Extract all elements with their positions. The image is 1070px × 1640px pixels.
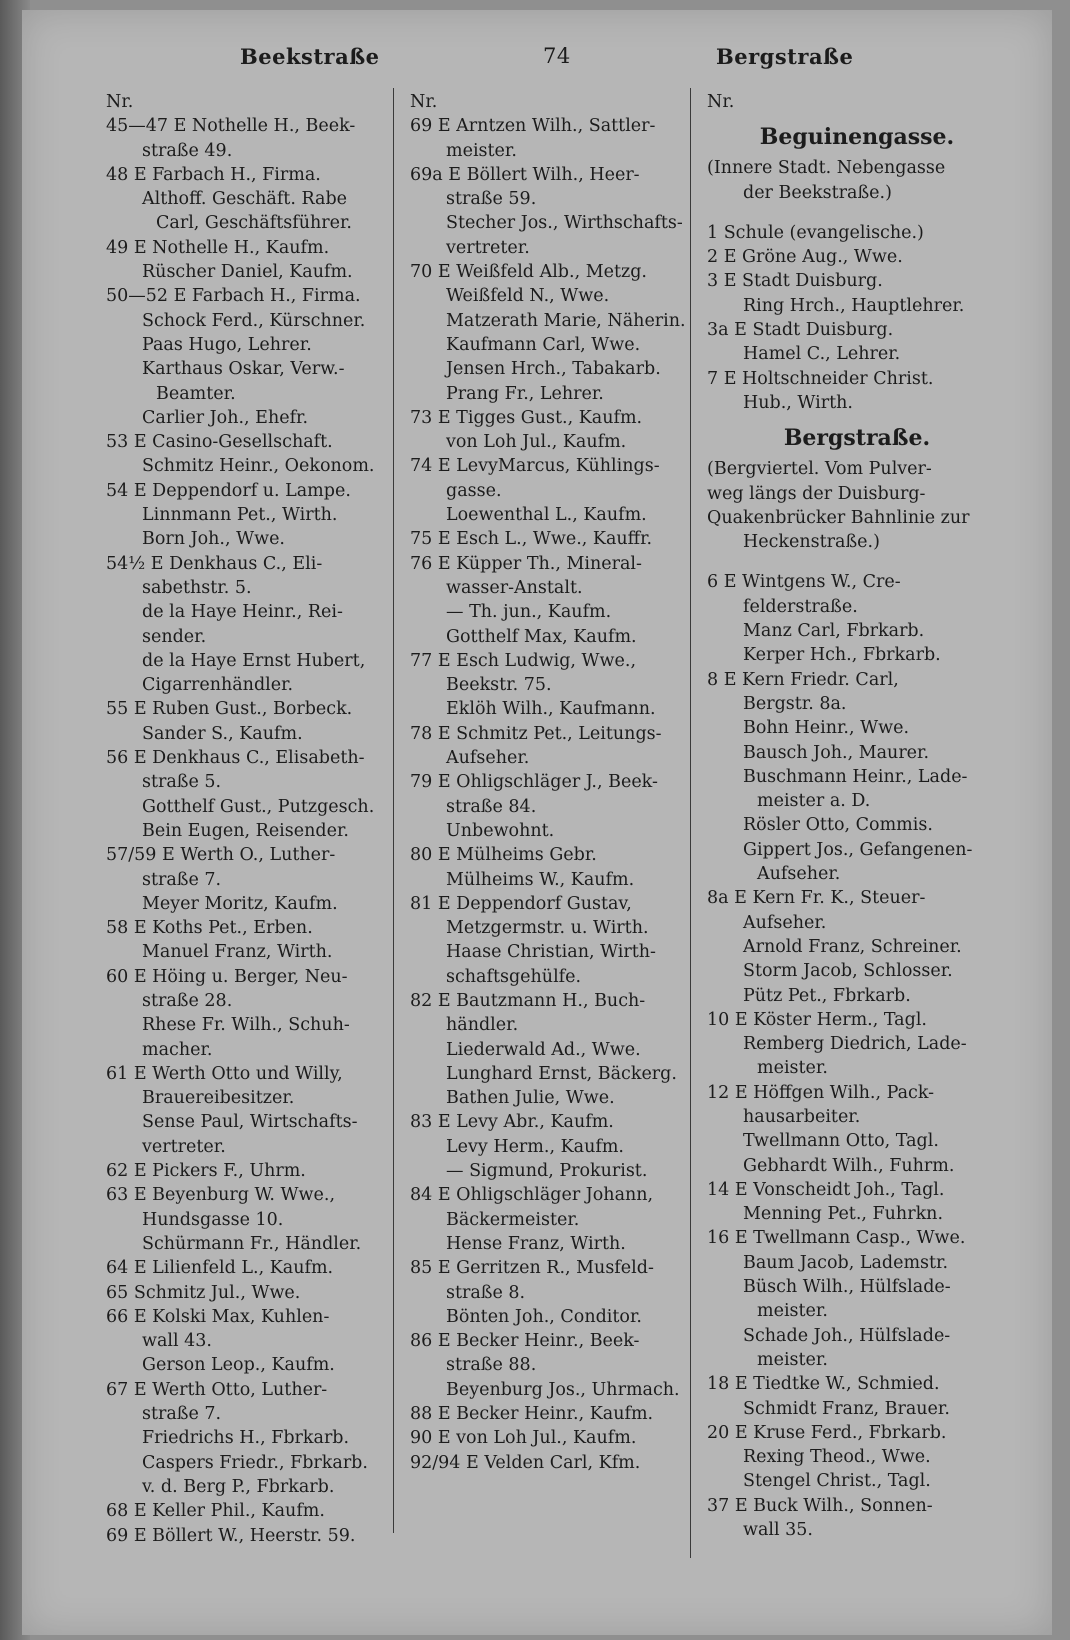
directory-entry-line: meister. bbox=[446, 140, 517, 161]
running-head-left: Beekstraße bbox=[240, 44, 380, 69]
directory-entry-line: Unbewohnt. bbox=[446, 820, 555, 841]
column-beekstrasse-right bbox=[410, 90, 700, 1475]
street-heading: Beguinengasse. bbox=[759, 124, 955, 151]
directory-entry-line: Hense Franz, Wirth. bbox=[446, 1233, 626, 1254]
directory-entry-line: Bäckermeister. bbox=[446, 1209, 580, 1230]
directory-entry-line: Rhese Fr. Wilh., Schuh- bbox=[142, 1015, 350, 1036]
directory-entry-line: 54½ E Denkhaus C., Eli- bbox=[106, 553, 323, 574]
directory-entry-line: Hamel C., Lehrer. bbox=[743, 344, 901, 365]
directory-entry-line: Metzgermstr. u. Wirth. bbox=[446, 918, 649, 939]
directory-entry-line: 60 E Höing u. Berger, Neu- bbox=[106, 966, 348, 987]
directory-entry-line: felderstraße. bbox=[743, 596, 858, 617]
directory-entry-line: straße 7. bbox=[142, 1404, 222, 1425]
directory-entry-line: weg längs der Duisburg- bbox=[707, 483, 926, 504]
directory-entry-line: straße 8. bbox=[446, 1282, 526, 1303]
page-number: 74 bbox=[543, 44, 571, 68]
directory-entry-line: Gotthelf Max, Kaufm. bbox=[446, 626, 637, 647]
directory-entry-line: schaftsgehülfe. bbox=[446, 966, 582, 987]
directory-entry-line: Gebhardt Wilh., Fuhrm. bbox=[743, 1155, 955, 1176]
directory-entry-line: 92/94 E Velden Carl, Kfm. bbox=[410, 1452, 641, 1473]
directory-entry-line: 10 E Köster Herm., Tagl. bbox=[707, 1009, 927, 1030]
directory-entry-line: Bausch Joh., Maurer. bbox=[743, 742, 930, 763]
directory-entry-line: 12 E Höffgen Wilh., Pack- bbox=[707, 1082, 935, 1103]
directory-entry-line: Manuel Franz, Wirth. bbox=[142, 942, 333, 963]
directory-entry-line: Büsch Wilh., Hülfslade- bbox=[743, 1277, 951, 1298]
directory-entry-line: 79 E Ohligschläger J., Beek- bbox=[410, 772, 658, 793]
directory-entry-line: Rösler Otto, Commis. bbox=[743, 815, 933, 836]
running-head-right: Bergstraße bbox=[716, 44, 854, 69]
directory-entry-line: (Bergviertel. Vom Pulver- bbox=[707, 459, 932, 480]
directory-entry-line: Heckenstraße.) bbox=[743, 532, 880, 553]
spacer bbox=[707, 554, 1007, 570]
directory-entry-line: 14 E Vonscheidt Joh., Tagl. bbox=[707, 1179, 945, 1200]
directory-entry-line: Rexing Theod., Wwe. bbox=[743, 1447, 931, 1468]
directory-entry-line: Beekstr. 75. bbox=[446, 675, 552, 696]
directory-entry-line: Weißfeld N., Wwe. bbox=[446, 286, 610, 307]
directory-entry-line: (Innere Stadt. Nebengasse bbox=[707, 158, 946, 179]
directory-entry-line: — Th. jun., Kaufm. bbox=[446, 602, 612, 623]
directory-entry-line: Haase Christian, Wirth- bbox=[446, 942, 656, 963]
directory-entry-line: Bönten Joh., Conditor. bbox=[446, 1306, 642, 1327]
directory-entry-line: wasser-Anstalt. bbox=[446, 577, 583, 598]
column-beguinengasse-bergstrasse bbox=[707, 90, 1007, 1542]
directory-entry-line: 74 E LevyMarcus, Kühlings- bbox=[410, 456, 660, 477]
directory-entry-line: 76 E Küpper Th., Mineral- bbox=[410, 553, 642, 574]
column-rule bbox=[393, 88, 394, 1533]
directory-entry-line: meister. bbox=[757, 1349, 828, 1370]
directory-entry-line: 56 E Denkhaus C., Elisabeth- bbox=[106, 748, 365, 769]
directory-entry-line: 77 E Esch Ludwig, Wwe., bbox=[410, 650, 637, 671]
directory-entry-line: Carl, Geschäftsführer. bbox=[156, 213, 352, 234]
directory-entry-line: straße 59. bbox=[446, 189, 537, 210]
directory-entry-line: 90 E von Loh Jul., Kaufm. bbox=[410, 1428, 637, 1449]
directory-entry-line: Lunghard Ernst, Bäckerg. bbox=[446, 1063, 677, 1084]
directory-entry-line: Mülheims W., Kaufm. bbox=[446, 869, 635, 890]
directory-entry-line: Remberg Diedrich, Lade- bbox=[743, 1034, 967, 1055]
directory-entry-line: Hub., Wirth. bbox=[743, 392, 853, 413]
directory-entry-line: Karthaus Oskar, Verw.- bbox=[142, 359, 345, 380]
directory-entry-line: 61 E Werth Otto und Willy, bbox=[106, 1063, 343, 1084]
spacer bbox=[707, 205, 1007, 221]
directory-entry-line: Aufseher. bbox=[446, 748, 530, 769]
directory-entry-line: 50—52 E Farbach H., Firma. bbox=[106, 286, 361, 307]
directory-entry-line: Kaufmann Carl, Wwe. bbox=[446, 334, 641, 355]
directory-entry-line: Schürmann Fr., Händler. bbox=[142, 1233, 362, 1254]
directory-entry-line: Baum Jacob, Lademstr. bbox=[743, 1252, 949, 1273]
directory-entry-line: Menning Pet., Fuhrkn. bbox=[743, 1204, 944, 1225]
directory-entry-line: hausarbeiter. bbox=[743, 1106, 861, 1127]
directory-entry-line: Jensen Hrch., Tabakarb. bbox=[446, 359, 661, 380]
directory-entry-line: Rüscher Daniel, Kaufm. bbox=[142, 262, 353, 283]
directory-entry-line: Gippert Jos., Gefangenen- bbox=[743, 839, 973, 860]
directory-entry-line: 69 E Arntzen Wilh., Sattler- bbox=[410, 116, 656, 137]
directory-entry-line: Althoff. Geschäft. Rabe bbox=[142, 189, 348, 210]
directory-entry-line: straße 84. bbox=[446, 796, 537, 817]
directory-entry-line: straße 49. bbox=[142, 140, 233, 161]
directory-entry-line: 55 E Ruben Gust., Borbeck. bbox=[106, 699, 353, 720]
directory-entry-line: 84 E Ohligschläger Johann, bbox=[410, 1185, 654, 1206]
directory-entry-line: meister. bbox=[757, 1058, 828, 1079]
directory-entry-line: straße 88. bbox=[446, 1355, 537, 1376]
column-header-nr: Nr. bbox=[106, 92, 134, 112]
directory-entry-line: wall 43. bbox=[142, 1331, 212, 1352]
directory-entry-line: der Beekstraße.) bbox=[743, 182, 892, 203]
directory-entry-line: Gotthelf Gust., Putzgesch. bbox=[142, 796, 375, 817]
directory-entry-line: 58 E Koths Pet., Erben. bbox=[106, 918, 313, 939]
directory-entry-line: 20 E Kruse Ferd., Fbrkarb. bbox=[707, 1422, 947, 1443]
directory-entry-line: Storm Jacob, Schlosser. bbox=[743, 961, 953, 982]
directory-entry-line: straße 28. bbox=[142, 990, 233, 1011]
directory-entry-line: Kerper Hch., Fbrkarb. bbox=[743, 645, 941, 666]
directory-entry-line: 64 E Lilienfeld L., Kaufm. bbox=[106, 1258, 334, 1279]
directory-entry-line: Bohn Heinr., Wwe. bbox=[743, 718, 910, 739]
directory-entry-line: 2 E Gröne Aug., Wwe. bbox=[707, 247, 903, 268]
directory-entry-line: Bergstr. 8a. bbox=[743, 693, 847, 714]
directory-entry-line: wall 35. bbox=[743, 1520, 813, 1541]
street-heading: Bergstraße. bbox=[783, 425, 931, 452]
directory-entry-line: Levy Herm., Kaufm. bbox=[446, 1136, 624, 1157]
directory-entry-line: meister. bbox=[757, 1301, 828, 1322]
directory-entry-line: macher. bbox=[142, 1039, 213, 1060]
directory-entry-line: Sander S., Kaufm. bbox=[142, 723, 303, 744]
directory-entry-line: 63 E Beyenburg W. Wwe., bbox=[106, 1185, 336, 1206]
directory-entry-line: Aufseher. bbox=[757, 864, 841, 885]
directory-entry-line: de la Haye Ernst Hubert, bbox=[142, 650, 366, 671]
directory-entry-line: 57/59 E Werth O., Luther- bbox=[106, 845, 336, 866]
directory-entry-line: Cigarrenhändler. bbox=[142, 675, 294, 696]
directory-entry-line: 18 E Tiedtke W., Schmied. bbox=[707, 1374, 940, 1395]
directory-entry-line: Stecher Jos., Wirthschafts- bbox=[446, 213, 683, 234]
directory-entry-line: Schmidt Franz, Brauer. bbox=[743, 1398, 950, 1419]
directory-entry-line: 16 E Twellmann Casp., Wwe. bbox=[707, 1228, 966, 1249]
directory-entry-line: Born Joh., Wwe. bbox=[142, 529, 285, 550]
directory-entry-line: Aufseher. bbox=[743, 912, 827, 933]
directory-entry-line: Gerson Leop., Kaufm. bbox=[142, 1355, 335, 1376]
directory-entry-line: 85 E Gerritzen R., Musfeld- bbox=[410, 1258, 654, 1279]
directory-entry-line: gasse. bbox=[446, 480, 502, 501]
directory-entry-line: 82 E Bautzmann H., Buch- bbox=[410, 990, 646, 1011]
directory-entry-line: Ring Hrch., Hauptlehrer. bbox=[743, 295, 965, 316]
directory-entry-line: — Sigmund, Prokurist. bbox=[446, 1161, 648, 1182]
directory-entry-line: Friedrichs H., Fbrkarb. bbox=[142, 1428, 350, 1449]
directory-entry-line: Eklöh Wilh., Kaufmann. bbox=[446, 699, 656, 720]
directory-entry-line: Beyenburg Jos., Uhrmach. bbox=[446, 1379, 680, 1400]
directory-entry-line: 53 E Casino-Gesellschaft. bbox=[106, 432, 333, 453]
directory-entry-line: straße 7. bbox=[142, 869, 222, 890]
directory-entry-line: 54 E Deppendorf u. Lampe. bbox=[106, 480, 351, 501]
directory-entry-line: Manz Carl, Fbrkarb. bbox=[743, 621, 925, 642]
directory-entry-line: 80 E Mülheims Gebr. bbox=[410, 845, 597, 866]
directory-entry-line: 86 E Becker Heinr., Beek- bbox=[410, 1331, 640, 1352]
directory-entry-line: Paas Hugo, Lehrer. bbox=[142, 334, 312, 355]
directory-entry-line: 81 E Deppendorf Gustav, bbox=[410, 893, 632, 914]
directory-entry-line: 7 E Holtschneider Christ. bbox=[707, 368, 934, 389]
directory-entry-line: 62 E Pickers F., Uhrm. bbox=[106, 1161, 306, 1182]
directory-entry-line: Loewenthal L., Kaufm. bbox=[446, 505, 647, 526]
directory-entry-line: Liederwald Ad., Wwe. bbox=[446, 1039, 641, 1060]
directory-entry-line: 8 E Kern Friedr. Carl, bbox=[707, 669, 899, 690]
directory-entry-line: Arnold Franz, Schreiner. bbox=[743, 936, 962, 957]
directory-entry-line: Stengel Christ., Tagl. bbox=[743, 1471, 931, 1492]
directory-entry-line: 3 E Stadt Duisburg. bbox=[707, 271, 883, 292]
directory-entry-line: 69a E Böllert Wilh., Heer- bbox=[410, 164, 640, 185]
directory-entry-line: Buschmann Heinr., Lade- bbox=[743, 766, 968, 787]
directory-entry-line: 45—47 E Nothelle H., Beek- bbox=[106, 116, 356, 137]
directory-entry-line: 75 E Esch L., Wwe., Kauffr. bbox=[410, 529, 653, 550]
column-header-nr: Nr. bbox=[410, 92, 438, 112]
directory-entry-line: 69 E Böllert W., Heerstr. 59. bbox=[106, 1525, 356, 1546]
directory-entry-line: 6 E Wintgens W., Cre- bbox=[707, 572, 901, 593]
directory-entry-line: Schmitz Heinr., Oekonom. bbox=[142, 456, 375, 477]
directory-entry-line: Prang Fr., Lehrer. bbox=[446, 383, 604, 404]
directory-entry-line: Carlier Joh., Ehefr. bbox=[142, 407, 309, 428]
directory-entry-line: sabethstr. 5. bbox=[142, 577, 252, 598]
directory-entry-line: 66 E Kolski Max, Kuhlen- bbox=[106, 1306, 330, 1327]
directory-entry-line: meister a. D. bbox=[757, 791, 871, 812]
directory-entry-line: 65 Schmitz Jul., Wwe. bbox=[106, 1282, 301, 1303]
directory-entry-line: Bathen Julie, Wwe. bbox=[446, 1088, 615, 1109]
column-header-nr: Nr. bbox=[707, 92, 735, 112]
directory-entry-line: 88 E Becker Heinr., Kaufm. bbox=[410, 1404, 654, 1425]
directory-entry-line: 73 E Tigges Gust., Kaufm. bbox=[410, 407, 643, 428]
directory-entry-line: 3a E Stadt Duisburg. bbox=[707, 320, 894, 341]
directory-entry-line: händler. bbox=[446, 1015, 519, 1036]
directory-entry-line: Caspers Friedr., Fbrkarb. bbox=[142, 1452, 368, 1473]
directory-entry-line: sender. bbox=[142, 626, 207, 647]
column-rule bbox=[690, 88, 691, 1558]
directory-entry-line: 70 E Weißfeld Alb., Metzg. bbox=[410, 262, 647, 283]
directory-entry-line: Pütz Pet., Fbrkarb. bbox=[743, 985, 911, 1006]
directory-entry-line: 37 E Buck Wilh., Sonnen- bbox=[707, 1495, 933, 1516]
directory-entry-line: Linnmann Pet., Wirth. bbox=[142, 505, 338, 526]
directory-entry-line: Meyer Moritz, Kaufm. bbox=[142, 893, 338, 914]
directory-entry-line: 68 E Keller Phil., Kaufm. bbox=[106, 1501, 325, 1522]
directory-entry-line: Matzerath Marie, Näherin. bbox=[446, 310, 686, 331]
directory-entry-line: 49 E Nothelle H., Kaufm. bbox=[106, 237, 330, 258]
directory-entry-line: Bein Eugen, Reisender. bbox=[142, 820, 349, 841]
column-beekstrasse-left bbox=[106, 90, 396, 1548]
directory-entry-line: vertreter. bbox=[446, 237, 530, 258]
directory-entry-line: Beamter. bbox=[156, 383, 236, 404]
directory-entry-line: 83 E Levy Abr., Kaufm. bbox=[410, 1112, 614, 1133]
directory-entry-line: Brauereibesitzer. bbox=[142, 1088, 295, 1109]
directory-entry-line: v. d. Berg P., Fbrkarb. bbox=[142, 1476, 335, 1497]
directory-entry-line: Twellmann Otto, Tagl. bbox=[743, 1131, 939, 1152]
directory-entry-line: Schade Joh., Hülfslade- bbox=[743, 1325, 951, 1346]
directory-entry-line: Hundsgasse 10. bbox=[142, 1209, 284, 1230]
directory-entry-line: straße 5. bbox=[142, 772, 222, 793]
directory-entry-line: 67 E Werth Otto, Luther- bbox=[106, 1379, 328, 1400]
directory-entry-line: von Loh Jul., Kaufm. bbox=[446, 432, 627, 453]
directory-entry-line: 78 E Schmitz Pet., Leitungs- bbox=[410, 723, 662, 744]
directory-entry-line: Quakenbrücker Bahnlinie zur bbox=[707, 507, 970, 528]
directory-entry-line: 48 E Farbach H., Firma. bbox=[106, 164, 321, 185]
directory-entry-line: vertreter. bbox=[142, 1136, 226, 1157]
directory-entry-line: de la Haye Heinr., Rei- bbox=[142, 602, 343, 623]
directory-entry-line: Schock Ferd., Kürschner. bbox=[142, 310, 366, 331]
directory-entry-line: 1 Schule (evangelische.) bbox=[707, 222, 924, 243]
directory-entry-line: 8a E Kern Fr. K., Steuer- bbox=[707, 888, 926, 909]
directory-entry-line: Sense Paul, Wirtschafts- bbox=[142, 1112, 358, 1133]
